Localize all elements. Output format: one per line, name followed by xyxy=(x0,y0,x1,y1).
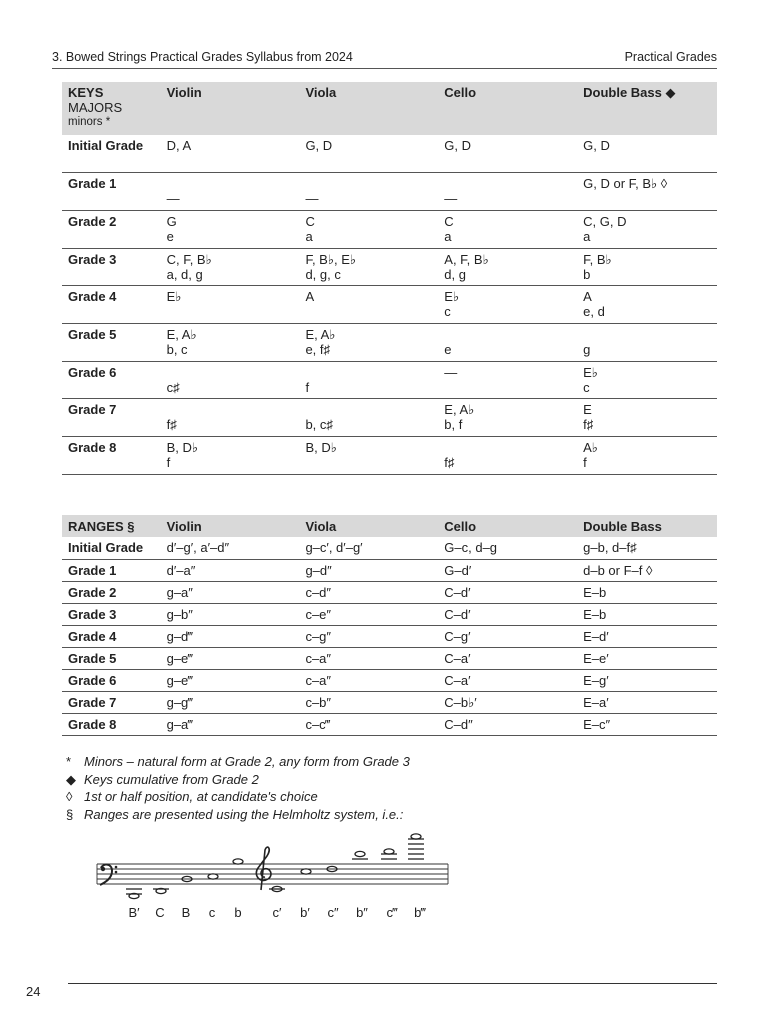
major-keys: G, D xyxy=(444,138,472,153)
minor-keys xyxy=(444,380,577,395)
keys-cell-cello xyxy=(438,135,577,173)
note-heads xyxy=(126,834,424,899)
minor-keys: — xyxy=(166,191,180,207)
keys-row xyxy=(62,248,717,286)
range-cell-violin: g–b″ xyxy=(166,606,193,622)
minor-keys xyxy=(167,153,300,168)
major-keys: G xyxy=(166,213,177,229)
range-cell-viola: c–c‴ xyxy=(305,716,331,732)
keys-row xyxy=(62,210,717,248)
keys-row xyxy=(62,437,717,475)
ranges-table-header xyxy=(62,515,717,537)
footer-rule xyxy=(68,983,717,984)
note-label: b xyxy=(234,905,242,920)
grade-label: Initial Grade xyxy=(68,540,144,556)
grade-label: Grade 1 xyxy=(68,562,117,578)
major-keys: A xyxy=(305,289,315,305)
keys-cell-violin xyxy=(161,323,300,361)
keys-cell-cello xyxy=(438,361,577,399)
keys-cell-violin xyxy=(161,286,300,324)
range-cell-viola: c–g″ xyxy=(305,628,331,644)
minor-keys: g xyxy=(583,341,591,357)
keys-cell-bass xyxy=(577,361,717,399)
keys-cell-cello xyxy=(438,248,577,286)
col-viola: Viola xyxy=(305,85,337,100)
grade-label: Grade 8 xyxy=(68,440,117,455)
range-cell-violin: d′–g′, a′–d″ xyxy=(166,540,230,556)
range-cell-cello: C–g′ xyxy=(444,628,471,644)
range-cell-viola: c–e″ xyxy=(305,606,331,622)
grade-label: Grade 3 xyxy=(68,606,117,622)
minor-keys: c xyxy=(444,304,451,320)
helmholtz-staff xyxy=(95,830,450,900)
grade-label: Grade 7 xyxy=(68,694,117,710)
keys-cell-cello xyxy=(438,437,577,475)
minor-keys: d, g xyxy=(444,266,466,282)
keys-cell-viola xyxy=(299,361,438,399)
keys-cell-bass xyxy=(577,135,717,173)
header-section: Practical Grades xyxy=(624,50,717,64)
keys-cell-violin xyxy=(161,361,300,399)
range-cell-viola: c–a″ xyxy=(305,650,331,666)
range-cell-violin: g–e‴ xyxy=(166,672,193,688)
range-cell-cello: C–d″ xyxy=(444,716,473,732)
minor-keys xyxy=(305,304,438,319)
minor-keys xyxy=(444,153,577,168)
minor-keys: a xyxy=(583,228,591,244)
range-cell-bass: d–b or F–f ◊ xyxy=(583,562,653,578)
range-cell-bass: E–d′ xyxy=(583,628,609,644)
keys-cell-bass xyxy=(577,286,717,324)
range-cell-violin: g–d‴ xyxy=(166,628,193,644)
major-keys: B, D♭ xyxy=(166,440,199,455)
footnotes xyxy=(66,753,410,823)
major-keys: A xyxy=(583,289,592,305)
keys-cell-violin xyxy=(161,437,300,475)
bass-clef-icon xyxy=(100,865,117,885)
major-keys: E, A♭ xyxy=(305,326,336,342)
keys-cell-cello xyxy=(438,323,577,361)
keys-cell-bass xyxy=(577,323,717,361)
col-violin: Violin xyxy=(166,85,202,100)
range-cell-viola: g–c′, d′–g′ xyxy=(305,540,363,556)
note-label: B′ xyxy=(128,905,140,920)
major-keys: E, A♭ xyxy=(166,326,197,342)
major-keys xyxy=(583,327,717,342)
range-cell-cello: C–a′ xyxy=(444,650,471,666)
keys-cell-bass xyxy=(577,437,717,475)
major-keys xyxy=(167,402,300,417)
keys-cell-bass xyxy=(577,399,717,437)
grade-label: Grade 5 xyxy=(68,326,117,342)
minor-keys: f xyxy=(305,379,310,395)
ranges-row xyxy=(62,647,717,669)
major-keys: E, A♭ xyxy=(444,402,475,418)
keys-cell-cello xyxy=(438,286,577,324)
range-cell-cello: C–d′ xyxy=(444,606,471,622)
ranges-row xyxy=(62,669,717,691)
footnote: ◊ 1st or half position, at candidate's choice xyxy=(66,789,318,804)
minor-keys: a, d, g xyxy=(166,266,203,282)
note-label: c xyxy=(208,905,216,920)
range-cell-bass: E–g′ xyxy=(583,672,609,688)
col-violin: Violin xyxy=(166,518,202,534)
major-keys: D, A xyxy=(166,138,192,153)
major-keys: C, F, B♭ xyxy=(166,251,212,267)
minor-keys: b, c♯ xyxy=(305,417,333,433)
major-keys: — xyxy=(444,364,458,380)
note-label: b′ xyxy=(300,905,310,920)
minor-keys xyxy=(167,304,300,319)
range-cell-cello: C–b♭′ xyxy=(444,694,477,710)
minor-keys xyxy=(583,191,717,206)
keys-cell-violin xyxy=(161,210,300,248)
range-cell-bass: E–b xyxy=(583,584,607,600)
ranges-row xyxy=(62,713,717,735)
page-number: 24 xyxy=(26,984,41,999)
col-viola: Viola xyxy=(305,518,337,534)
major-keys xyxy=(167,365,300,380)
helmholtz-labels xyxy=(0,905,768,923)
minor-keys: f♯ xyxy=(444,455,455,470)
range-cell-bass: g–b, d–f♯ xyxy=(583,540,637,556)
range-cell-cello: G–d′ xyxy=(444,562,472,578)
range-cell-bass: E–a′ xyxy=(583,694,609,710)
majors-label: MAJORS xyxy=(68,100,123,115)
grade-label: Grade 1 xyxy=(68,176,117,192)
keys-row xyxy=(62,135,717,173)
major-keys: E♭ xyxy=(444,289,460,305)
running-header xyxy=(52,50,717,69)
keys-cell-cello xyxy=(438,173,577,211)
major-keys: A♭ xyxy=(583,440,598,455)
ranges-table xyxy=(62,515,717,736)
grade-label: Grade 5 xyxy=(68,650,117,666)
major-keys: F, B♭, E♭ xyxy=(305,251,356,267)
keys-cell-bass xyxy=(577,210,717,248)
minor-keys xyxy=(583,153,717,168)
grade-label: Grade 2 xyxy=(68,213,117,229)
note-label: B xyxy=(181,905,191,920)
ranges-row xyxy=(62,537,717,559)
major-keys xyxy=(305,176,438,191)
keys-cell-violin xyxy=(161,399,300,437)
keys-cell-viola xyxy=(299,248,438,286)
minor-keys: e xyxy=(166,228,174,244)
major-keys: G, D or F, B♭ ◊ xyxy=(583,176,668,192)
major-keys: B, D♭ xyxy=(305,440,337,455)
keys-cell-bass xyxy=(577,173,717,211)
grade-label: Grade 6 xyxy=(68,672,117,688)
major-keys xyxy=(444,327,577,342)
footnote: * Minors – natural form at Grade 2, any form from Grade 3 xyxy=(66,754,410,769)
ranges-row xyxy=(62,559,717,581)
ranges-row xyxy=(62,603,717,625)
keys-row xyxy=(62,323,717,361)
note-label: b″ xyxy=(356,905,368,920)
note-label: c′ xyxy=(272,905,282,920)
major-keys: F, B♭ xyxy=(583,251,612,267)
keys-cell-cello xyxy=(438,210,577,248)
minor-keys: d, g, c xyxy=(305,266,341,282)
keys-cell-viola xyxy=(299,323,438,361)
minor-keys: c♯ xyxy=(166,379,180,395)
footnote: § Ranges are presented using the Helmholtz system, i.e.: xyxy=(66,806,404,822)
keys-cell-viola xyxy=(299,399,438,437)
major-keys: E♭ xyxy=(583,364,598,380)
grade-label: Grade 7 xyxy=(68,402,117,418)
minor-keys xyxy=(305,455,438,470)
ranges-row xyxy=(62,581,717,603)
range-cell-violin: g–e‴ xyxy=(166,650,193,666)
minor-keys: e, d xyxy=(583,304,605,320)
col-cello: Cello xyxy=(444,85,477,100)
major-keys: G, D xyxy=(305,138,333,153)
keys-row xyxy=(62,361,717,399)
major-keys: C, G, D xyxy=(583,213,627,229)
major-keys: E xyxy=(583,402,592,418)
keys-cell-viola xyxy=(299,437,438,475)
keys-cell-viola xyxy=(299,286,438,324)
ranges-row xyxy=(62,691,717,713)
keys-heading: KEYS MAJORS minors * xyxy=(62,82,161,135)
note-label: c″ xyxy=(327,905,339,920)
minor-keys: f♯ xyxy=(583,417,594,433)
minor-keys: e, f♯ xyxy=(305,341,331,357)
keys-row xyxy=(62,286,717,324)
keys-table xyxy=(62,82,717,475)
col-cello: Cello xyxy=(444,518,477,534)
range-cell-cello: G–c, d–g xyxy=(444,540,498,556)
footnote: ◆ Keys cumulative from Grade 2 xyxy=(66,771,259,787)
major-keys xyxy=(444,176,577,191)
major-keys: G, D xyxy=(583,138,610,153)
keys-row xyxy=(62,399,717,437)
keys-row xyxy=(62,173,717,211)
minor-keys: — xyxy=(305,191,319,207)
minor-keys: b xyxy=(583,266,591,282)
minor-keys: e xyxy=(444,341,452,357)
range-cell-viola: g–d″ xyxy=(305,562,332,578)
keys-cell-violin xyxy=(161,135,300,173)
major-keys: C xyxy=(305,213,315,229)
minor-keys: f xyxy=(166,455,171,470)
range-cell-viola: c–d″ xyxy=(305,584,331,600)
range-cell-bass: E–e′ xyxy=(583,650,609,666)
major-keys xyxy=(167,176,300,191)
major-keys: C xyxy=(444,213,454,229)
keys-table-header xyxy=(62,82,717,135)
note-label: c‴ xyxy=(386,905,398,920)
minor-keys: b, f xyxy=(444,417,463,433)
grade-label: Grade 6 xyxy=(68,364,117,380)
keys-cell-violin xyxy=(161,248,300,286)
range-cell-violin: d′–a″ xyxy=(166,562,196,578)
keys-cell-cello xyxy=(438,399,577,437)
minor-keys: — xyxy=(444,191,458,207)
grade-label: Grade 4 xyxy=(68,289,117,305)
minor-keys xyxy=(305,153,438,168)
keys-cell-viola xyxy=(299,210,438,248)
minor-keys: f xyxy=(583,455,587,470)
grade-label: Initial Grade xyxy=(68,138,144,153)
grade-label: Grade 8 xyxy=(68,716,117,732)
col-double-bass: Double Bass xyxy=(583,518,662,534)
keys-cell-viola xyxy=(299,135,438,173)
major-keys: E♭ xyxy=(166,289,182,305)
keys-cell-bass xyxy=(577,248,717,286)
grade-label: Grade 3 xyxy=(68,251,117,267)
col-double-bass: Double Bass ◆ xyxy=(583,85,676,100)
header-title: 3. Bowed Strings Practical Grades Syllabus from 2024 xyxy=(52,50,353,64)
ranges-row xyxy=(62,625,717,647)
grade-label: Grade 2 xyxy=(68,584,117,600)
range-cell-bass: E–c″ xyxy=(583,716,611,732)
range-cell-violin: g–g‴ xyxy=(166,694,193,710)
minor-keys: b, c xyxy=(166,341,188,357)
range-cell-violin: g–a‴ xyxy=(166,716,193,732)
minor-keys: a xyxy=(305,228,313,244)
major-keys xyxy=(305,365,438,380)
major-keys xyxy=(444,440,577,455)
keys-cell-viola xyxy=(299,173,438,211)
keys-cell-violin xyxy=(161,173,300,211)
major-keys xyxy=(305,402,438,417)
note-label: C xyxy=(155,905,165,920)
range-cell-bass: E–b xyxy=(583,606,607,622)
range-cell-viola: c–b″ xyxy=(305,694,331,710)
minor-keys: a xyxy=(444,228,452,244)
grade-label: Grade 4 xyxy=(68,628,117,644)
range-cell-viola: c–a″ xyxy=(305,672,331,688)
minor-keys: f♯ xyxy=(166,417,177,433)
ranges-heading: RANGES § xyxy=(68,518,135,534)
note-label: b‴ xyxy=(414,905,426,920)
major-keys: A, F, B♭ xyxy=(444,251,489,267)
minor-keys: c xyxy=(583,379,590,395)
range-cell-cello: C–a′ xyxy=(444,672,471,688)
minors-label: minors * xyxy=(68,116,111,128)
range-cell-violin: g–a″ xyxy=(166,584,193,600)
range-cell-cello: C–d′ xyxy=(444,584,471,600)
